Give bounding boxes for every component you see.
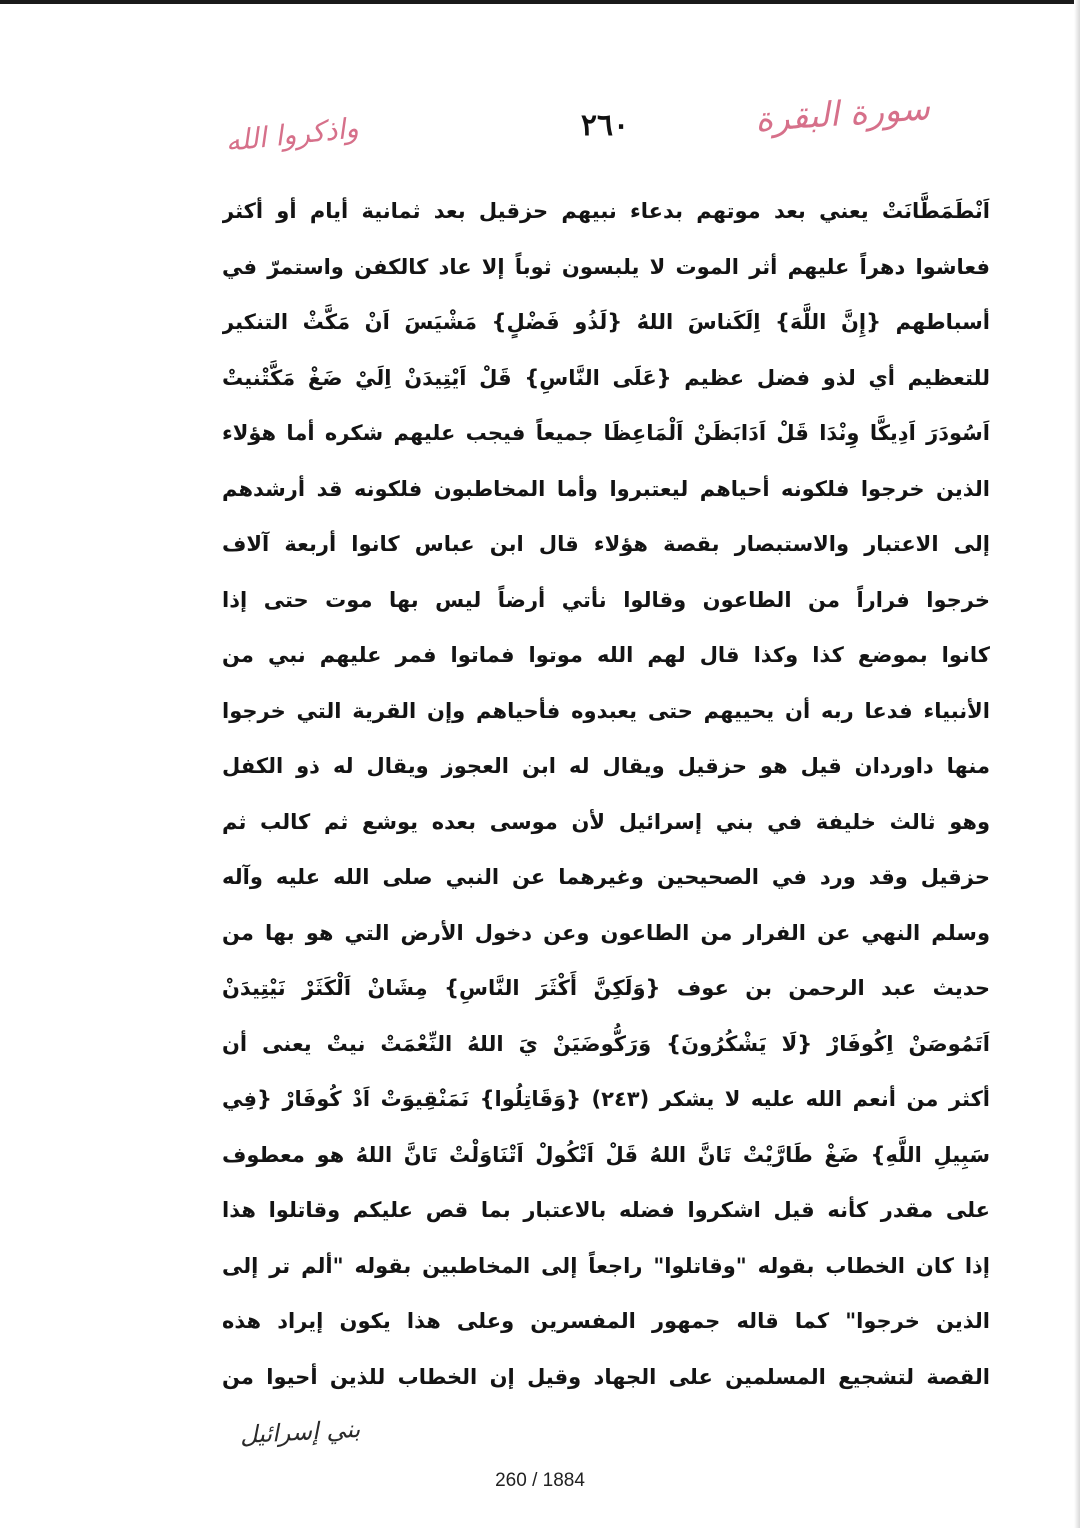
text-line: أسباطهم {إِنَّ اللَّهَ} اِلَكَناسَ اللهُ {لَذُو فَضْلٍ} مَشْيَسَ اَنْ مَكَّثْ التنكير [222,310,990,334]
text-line: اَتَمُوصَنْ اِكُوفَارْ {لَا يَشْكُرُونَ} وَرَكُّوضَيَنْ يَ اللهُ النِّعْمَتْ نيتْ يعنى أن [222,1031,990,1056]
text-line: القصة لتشجيع المسلمين على الجهاد وقيل إن الخطاب للذين أحيوا من [222,1364,990,1389]
text-line: اَسُودَرَ اَدِيكَّا وِنْدَا قَلْ اَدَابَظَنْ اَلْمَاعِظَا جميعاً فيجب عليهم شكره أما هؤلاء [222,421,990,445]
text-line: سَبِيلِ اللَّهِ} ضَغْ طَارَّيْتْ تَانَّ اللهُ قَلْ اَتْكُولْ اَتْنَاوَلْتْ تَانَّ اللهُ هو معطوف [222,1142,990,1167]
text-line: اَنْطَمَطَّانَتْ يعني بعد موتهم بدعاء نبيهم حزقيل بعد ثمانية أيام أو أكثر [222,199,990,223]
text-line: فعاشوا دهراً عليهم أثر الموت لا يلبسون ثوباً إلا عاد كالكفن واستمرّ في [222,254,990,279]
text-line: وسلم النهي عن الفرار من الطاعون وعن دخول الأرض التي هو بها من [222,920,990,945]
page-number: ٢٦٠ [580,108,630,143]
text-line: منها داوردان قيل هو حزقيل ويقال له ابن العجوز ويقال له ذو الكفل [222,754,990,778]
text-line: كانوا بموضع كذا وكذا قال لهم الله موتوا فماتوا فمر عليهم نبي من [222,643,990,667]
text-line: أكثر من أنعم الله عليه لا يشكر (٢٤٣) {وَقَاتِلُوا} نَمَنْقِيوَتْ اَدْ كُوفَارْ {فِي [222,1087,990,1111]
text-line: حديث عبد الرحمن بن عوف {وَلَكِنَّ أَكْثَرَ النَّاسِ} مِشَانْ اَلْكَثَرْ نَيْتِيدَنْ [222,976,990,1000]
text-line: خرجوا فراراً من الطاعون وقالوا نأتي أرضاً ليس بها موت حتى إذا [222,587,990,612]
text-line: للتعظيم أي لذو فضل عظيم {عَلَى النَّاسِ} قَلْ اَيْتِيدَنْ اِلَيْ ضَغْ مَكَّتْنيتْ [222,365,990,390]
scan-top-edge [0,0,1080,4]
text-line: حزقيل وقد ورد في الصحيحين وغيرهما عن النبي صلى الله عليه وآله [222,865,990,889]
handwritten-catchword: بني إسرائيل [239,1414,361,1450]
text-line: على مقدر كأنه قيل اشكروا فضله بالاعتبار بما قص عليكم وقاتلوا هذا [222,1198,990,1222]
text-line: إلى الاعتبار والاستبصار بقصة هؤلاء قال ابن عباس كانوا أربعة آلاف [222,532,990,556]
text-line: وهو ثالث خليفة في بني إسرائيل لأن موسى بعده يوشع ثم كالب ثم [222,809,990,834]
tafsir-body-text [222,184,990,1405]
scan-right-edge [1074,0,1080,1528]
handwritten-dhikr-note: واذكروا الله [223,111,361,158]
text-line: إذا كان الخطاب بقوله "وقاتلوا" راجعاً إلى المخاطبين بقوله "ألم تر إلى [222,1253,990,1278]
text-line: الذين خرجوا" كما قاله جمهور المفسرين وعلى هذا يكون إيراد هذه [222,1309,990,1333]
text-line: الأنبياء فدعا ربه أن يحييهم حتى يعبدوه فأحياهم وإن القرية التي خرجوا [222,698,990,723]
pdf-page-indicator: 260 / 1884 [495,1470,585,1491]
handwritten-surah-title: سورة البقرة [753,88,932,141]
text-line: الذين خرجوا فلكونه أحياهم ليعتبروا وأما المخاطبون فلكونه قد أرشدهم [222,476,990,501]
